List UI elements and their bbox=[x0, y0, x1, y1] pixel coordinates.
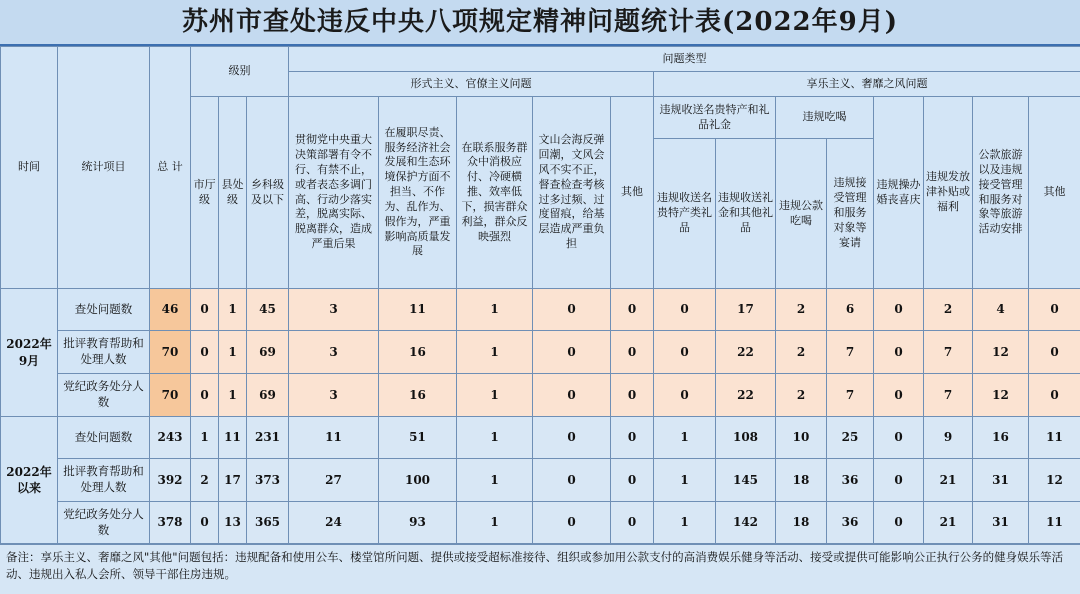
header-formalism-3: 在联系服务群众中消极应付、冷硬横推、效率低下，损害群众利益，群众反映强烈 bbox=[457, 97, 533, 289]
cell-f4: 0 bbox=[533, 459, 611, 502]
cell-f3: 1 bbox=[457, 289, 533, 331]
cell-city: 0 bbox=[191, 331, 219, 374]
cell-f5: 0 bbox=[611, 417, 654, 459]
cell-f1: 3 bbox=[289, 331, 379, 374]
cell-total: 378 bbox=[150, 502, 191, 544]
cell-d1: 2 bbox=[776, 331, 827, 374]
period-label: 2022年9月 bbox=[1, 289, 58, 417]
cell-d2: 36 bbox=[827, 459, 874, 502]
cell-f5: 0 bbox=[611, 459, 654, 502]
cell-total: 70 bbox=[150, 331, 191, 374]
cell-subsidy: 7 bbox=[924, 374, 973, 417]
header-time: 时间 bbox=[1, 47, 58, 289]
cell-other: 0 bbox=[1029, 331, 1080, 374]
cell-f2: 11 bbox=[379, 289, 457, 331]
cell-county: 1 bbox=[219, 289, 247, 331]
cell-travel: 31 bbox=[973, 459, 1029, 502]
cell-total: 243 bbox=[150, 417, 191, 459]
row-label: 查处问题数 bbox=[58, 289, 150, 331]
header-formalism: 形式主义、官僚主义问题 bbox=[289, 72, 654, 97]
cell-wedding: 0 bbox=[874, 459, 924, 502]
cell-g2: 22 bbox=[716, 331, 776, 374]
cell-other: 0 bbox=[1029, 374, 1080, 417]
cell-f2: 51 bbox=[379, 417, 457, 459]
cell-other: 0 bbox=[1029, 289, 1080, 331]
cell-total: 70 bbox=[150, 374, 191, 417]
cell-travel: 4 bbox=[973, 289, 1029, 331]
cell-f5: 0 bbox=[611, 502, 654, 544]
period-label: 2022年以来 bbox=[1, 417, 58, 544]
cell-g1: 0 bbox=[654, 289, 716, 331]
cell-city: 0 bbox=[191, 374, 219, 417]
header-level: 级别 bbox=[191, 47, 289, 97]
cell-city: 2 bbox=[191, 459, 219, 502]
cell-f2: 100 bbox=[379, 459, 457, 502]
header-level-city: 市厅级 bbox=[191, 97, 219, 289]
cell-d2: 25 bbox=[827, 417, 874, 459]
cell-township: 373 bbox=[247, 459, 289, 502]
cell-g1: 0 bbox=[654, 374, 716, 417]
header-formalism-4: 文山会海反弹回潮，文风会风不实不正，督查检查考核过多过频、过度留痕，给基层造成严重负担 bbox=[533, 97, 611, 289]
cell-subsidy: 7 bbox=[924, 331, 973, 374]
cell-d2: 7 bbox=[827, 374, 874, 417]
cell-g1: 0 bbox=[654, 331, 716, 374]
cell-f2: 16 bbox=[379, 331, 457, 374]
cell-f1: 27 bbox=[289, 459, 379, 502]
cell-city: 0 bbox=[191, 502, 219, 544]
header-dining-group: 违规吃喝 bbox=[776, 97, 874, 139]
statistics-table bbox=[0, 46, 1080, 544]
cell-other: 11 bbox=[1029, 502, 1080, 544]
cell-subsidy: 21 bbox=[924, 459, 973, 502]
cell-wedding: 0 bbox=[874, 374, 924, 417]
row-label: 批评教育帮助和处理人数 bbox=[58, 459, 150, 502]
header-formalism-1: 贯彻党中央重大决策部署有令不行、有禁不止，或者表态多调门高、行动少落实差，脱离实际、脱离群众，造成严重后果 bbox=[289, 97, 379, 289]
cell-wedding: 0 bbox=[874, 502, 924, 544]
cell-d2: 7 bbox=[827, 331, 874, 374]
cell-county: 1 bbox=[219, 331, 247, 374]
header-hedonism-other: 其他 bbox=[1029, 97, 1080, 289]
cell-city: 1 bbox=[191, 417, 219, 459]
header-travel: 公款旅游以及违规接受管理和服务对象等旅游活动安排 bbox=[973, 97, 1029, 289]
cell-township: 45 bbox=[247, 289, 289, 331]
cell-f3: 1 bbox=[457, 331, 533, 374]
cell-d2: 36 bbox=[827, 502, 874, 544]
cell-f1: 11 bbox=[289, 417, 379, 459]
header-level-township: 乡科级及以下 bbox=[247, 97, 289, 289]
cell-g2: 145 bbox=[716, 459, 776, 502]
cell-f4: 0 bbox=[533, 331, 611, 374]
cell-f4: 0 bbox=[533, 502, 611, 544]
cell-county: 1 bbox=[219, 374, 247, 417]
cell-f2: 93 bbox=[379, 502, 457, 544]
page-title: 苏州市查处违反中央八项规定精神问题统计表(2022年9月) bbox=[0, 0, 1080, 46]
cell-g1: 1 bbox=[654, 502, 716, 544]
cell-d1: 2 bbox=[776, 374, 827, 417]
cell-f4: 0 bbox=[533, 417, 611, 459]
header-gift-2: 违规收送礼金和其他礼品 bbox=[716, 139, 776, 289]
cell-travel: 31 bbox=[973, 502, 1029, 544]
header-dining-2: 违规接受管理和服务对象等宴请 bbox=[827, 139, 874, 289]
cell-township: 69 bbox=[247, 331, 289, 374]
row-label: 查处问题数 bbox=[58, 417, 150, 459]
cell-d1: 18 bbox=[776, 459, 827, 502]
cell-county: 13 bbox=[219, 502, 247, 544]
cell-township: 231 bbox=[247, 417, 289, 459]
cell-travel: 12 bbox=[973, 374, 1029, 417]
cell-f5: 0 bbox=[611, 374, 654, 417]
cell-f3: 1 bbox=[457, 502, 533, 544]
cell-d1: 18 bbox=[776, 502, 827, 544]
cell-total: 392 bbox=[150, 459, 191, 502]
header-formalism-2: 在履职尽责、服务经济社会发展和生态环境保护方面不担当、不作为、乱作为、假作为，严重影响高质量发展 bbox=[379, 97, 457, 289]
cell-d2: 6 bbox=[827, 289, 874, 331]
header-level-county: 县处级 bbox=[219, 97, 247, 289]
row-label: 党纪政务处分人数 bbox=[58, 374, 150, 417]
cell-subsidy: 21 bbox=[924, 502, 973, 544]
cell-subsidy: 9 bbox=[924, 417, 973, 459]
row-label: 党纪政务处分人数 bbox=[58, 502, 150, 544]
row-label: 批评教育帮助和处理人数 bbox=[58, 331, 150, 374]
cell-travel: 12 bbox=[973, 331, 1029, 374]
cell-f5: 0 bbox=[611, 331, 654, 374]
cell-f3: 1 bbox=[457, 459, 533, 502]
cell-f1: 24 bbox=[289, 502, 379, 544]
cell-f1: 3 bbox=[289, 289, 379, 331]
cell-f4: 0 bbox=[533, 289, 611, 331]
cell-f5: 0 bbox=[611, 289, 654, 331]
cell-township: 69 bbox=[247, 374, 289, 417]
header-formalism-other: 其他 bbox=[611, 97, 654, 289]
cell-g1: 1 bbox=[654, 417, 716, 459]
cell-d1: 2 bbox=[776, 289, 827, 331]
cell-total: 46 bbox=[150, 289, 191, 331]
cell-g2: 108 bbox=[716, 417, 776, 459]
cell-g1: 1 bbox=[654, 459, 716, 502]
footnote: 备注：享乐主义、奢靡之风"其他"问题包括：违规配备和使用公车、楼堂馆所问题、提供或接受超标准接待、组织或参加用公款支付的高消费娱乐健身等活动、接受或提供可能影响公正执行公务的健身娱乐等活动、违规出入私人会所、领导干部住房违规。 bbox=[0, 544, 1080, 594]
cell-county: 11 bbox=[219, 417, 247, 459]
header-subsidy: 违规发放津补贴或福利 bbox=[924, 97, 973, 289]
cell-other: 11 bbox=[1029, 417, 1080, 459]
cell-f4: 0 bbox=[533, 374, 611, 417]
cell-township: 365 bbox=[247, 502, 289, 544]
cell-subsidy: 2 bbox=[924, 289, 973, 331]
cell-f3: 1 bbox=[457, 374, 533, 417]
cell-f3: 1 bbox=[457, 417, 533, 459]
cell-g2: 142 bbox=[716, 502, 776, 544]
header-wedding: 违规操办婚丧喜庆 bbox=[874, 97, 924, 289]
cell-city: 0 bbox=[191, 289, 219, 331]
cell-wedding: 0 bbox=[874, 417, 924, 459]
cell-f1: 3 bbox=[289, 374, 379, 417]
cell-g2: 22 bbox=[716, 374, 776, 417]
header-gift-1: 违规收送名贵特产类礼品 bbox=[654, 139, 716, 289]
cell-wedding: 0 bbox=[874, 289, 924, 331]
header-problem-type: 问题类型 bbox=[289, 47, 1080, 72]
cell-d1: 10 bbox=[776, 417, 827, 459]
header-hedonism: 享乐主义、奢靡之风问题 bbox=[654, 72, 1080, 97]
cell-county: 17 bbox=[219, 459, 247, 502]
header-item: 统计项目 bbox=[58, 47, 150, 289]
cell-f2: 16 bbox=[379, 374, 457, 417]
cell-other: 12 bbox=[1029, 459, 1080, 502]
header-gift-group: 违规收送名贵特产和礼品礼金 bbox=[654, 97, 776, 139]
cell-wedding: 0 bbox=[874, 331, 924, 374]
cell-g2: 17 bbox=[716, 289, 776, 331]
cell-travel: 16 bbox=[973, 417, 1029, 459]
header-dining-1: 违规公款吃喝 bbox=[776, 139, 827, 289]
header-total: 总 计 bbox=[150, 47, 191, 289]
